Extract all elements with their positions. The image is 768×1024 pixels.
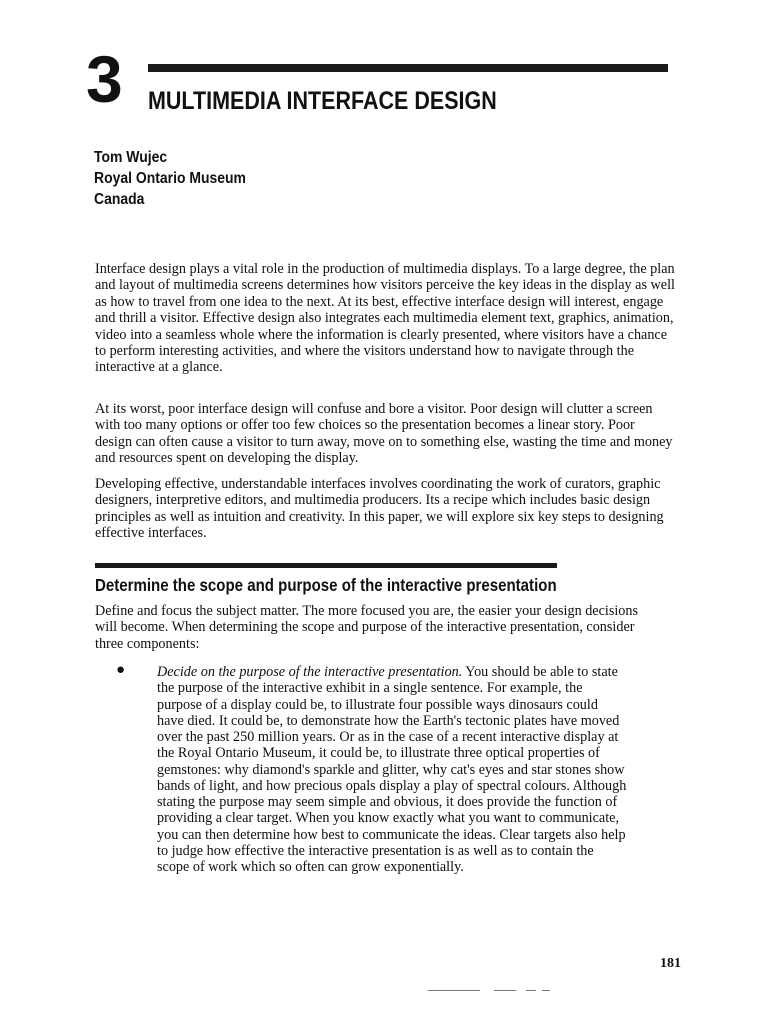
section-heading: Determine the scope and purpose of the interactive presentation — [95, 575, 557, 595]
chapter-rule — [148, 64, 668, 72]
bullet-lead-italic: Decide on the purpose of the interactive presentation. — [157, 664, 463, 680]
author-block — [94, 147, 246, 210]
intro-paragraph-1: Interface design plays a vital role in the production of multimedia displays. To a large degree, the plan and layout of multimedia screens determines how visitors perceive the key ideas in the display as well as how to travel from one idea to the next. At its best, effective interface design will interest, engage and thrill a visitor. Effective design also integrates each multimedia element text, graphics, animation, video into a seamless whole where the information is clearly presented, where visitors have a chance to perform interesting activities, and where the visitors understand how to navigate through the interactive at a glance. — [95, 261, 675, 376]
section-rule — [95, 563, 557, 568]
author-name: Tom Wujec — [94, 149, 168, 166]
chapter-number: 3 — [86, 42, 122, 116]
author-affiliation: Royal Ontario Museum — [94, 170, 246, 187]
intro-paragraph-2: At its worst, poor interface design will confuse and bore a visitor. Poor design will clutter a screen with too many options or offer too few choices so the presentation becomes a linear story. Poor design can often cause a visitor to turn away, move on to something else, wasting the time and money and resources spent on developing the display. — [95, 401, 673, 467]
section-intro-paragraph: Define and focus the subject matter. The more focused you are, the easier your design decisions will become. When determining the scope and purpose of the interactive presentation, consider three components: — [95, 603, 639, 652]
page-number: 181 — [660, 956, 681, 971]
intro-paragraph-3: Developing effective, understandable interfaces involves coordinating the work of curators, graphic designers, interpretive editors, and multimedia producers. Its a recipe which includes basic design principles as well as intuition and creativity. In this paper, we will explore six key steps to designing effective interfaces. — [95, 476, 664, 542]
bullet-marker: ● — [116, 662, 126, 678]
footer-scan-marks — [428, 990, 568, 992]
chapter-title: MULTIMEDIA INTERFACE DESIGN — [148, 87, 497, 115]
bullet-body: You should be able to state the purpose of the interactive exhibit in a single sentence. For example, the purpose of a display could be, to illustrate four possible ways dinosaurs could have died. It could be, to demonstrate how the Earth's tectonic plates have moved over the past 250 million years. Or as in the case of a recent interactive display at the Royal Ontario Museum, it could be, to illustrate three optical properties of gemstones: why diamond's sparkle and glitter, why cat's eyes and star stones show bands of light, and how precious opals display a play of spectral colours. Although stating the purpose may seem simple and obvious, it does provide the function of providing a clear target. When you know exactly what you want to communicate, you can then determine how best to communicate the ideas. Clear targets also help to judge how effective the interactive presentation is as well as to contain the scope of work which so often can grow exponentially. — [157, 664, 627, 875]
author-country: Canada — [94, 191, 145, 208]
bullet-item — [157, 664, 627, 875]
